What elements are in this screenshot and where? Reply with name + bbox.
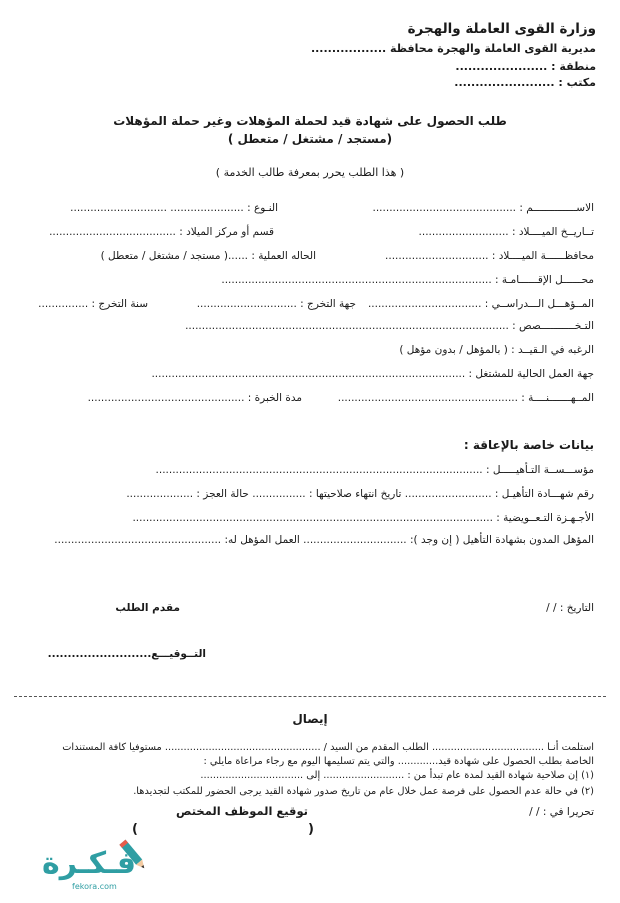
form-note: ( هذا الطلب يحرر بمعرفة طالب الخدمة ) [215, 166, 405, 179]
qualification-field: المــؤهـــل الـــدراســي : .................................. [367, 298, 594, 310]
signature-field: التــوقيـــع.......................... [47, 648, 206, 660]
receipt-line-1: استلمت أنـا .................................... الطلب المقدم من السيد / .................................................. مستوفيا كافة المستندات [62, 742, 594, 753]
office-line: مكتب : ........................ [454, 76, 596, 89]
residence-field: محــــــل الإقــــــامـة : ................................................................................. [221, 274, 594, 286]
graduation-year-field: سنة التخرج : ............... [38, 298, 148, 310]
watermark-site: fekora.com [72, 882, 117, 891]
experience-field: مدة الخبرة : ............................................... [87, 392, 302, 404]
disability-section-title: بيانات خاصة بالإعاقة : [463, 438, 594, 452]
region-line: منطقة : ...................... [455, 60, 596, 73]
profession-field: المــهـــــــنــــة : ...................................................... [337, 392, 594, 404]
receipt-line-2: الخاصة بطلب الحصول على شهادة قيد............. والتي يتم تسليمها اليوم مع رجاء مراعاة مايلي : [203, 756, 594, 767]
name-field: الاســــــــــــــم : ........................................... [372, 202, 594, 214]
compensation-devices-field: الأجـهـزة التـعــويضية : ............................................................................................................ [132, 512, 594, 524]
birth-place-field: قسم أو مركز الميلاد : ...................................... [49, 226, 274, 238]
signature-paren-close: ) [132, 822, 138, 837]
date-field: التاريخ : / / [546, 602, 594, 614]
signature-paren-open: ( [308, 822, 314, 837]
directorate-line: مديرية القوى العاملة والهجرة محافظة .................. [310, 42, 596, 55]
current-employer-field: جهة العمل الحالية للمشتغل : .............................................................................................. [151, 368, 594, 380]
specialization-field: التـخـــــــــــصص : ................................................................................................. [185, 320, 594, 332]
dob-field: تــاريــخ الميــــلاد : ........................... [418, 226, 594, 238]
graduation-body-field: جهة التخرج : .............................. [196, 298, 356, 310]
receipt-line-3: (١) إن صلاحية شهادة القيد لمدة عام تبدأ من : .......................... إلى ................................. [200, 770, 594, 781]
officer-signature-label: توقيع الموظف المختص [176, 804, 308, 818]
registration-desire-field: الرغبه في الـقيــد : ( بالمؤهل / بدون مؤهل ) [399, 344, 594, 356]
rehab-institution-field: مؤســـســة التـأهيـــــل : .................................................................................................. [155, 464, 594, 476]
gender-field: النـوع : ...................... ............................. [70, 202, 278, 214]
form-title: طلب الحصول على شهادة قيد لحملة المؤهلات وغير حملة المؤهلات [113, 114, 507, 128]
applicant-label: مقدم الطلب [115, 602, 180, 614]
receipt-title: إيصال [292, 712, 328, 726]
watermark-brand: فـكـرة [42, 846, 136, 881]
form-subtitle: (مستجد / مشتغل / متعطل ) [227, 132, 393, 146]
rehab-certificate-field: رقم شهـــادة التأهيـل : .......................... تاريخ انتهاء صلاحيتها : ................ حالة العجز : .................... [126, 488, 594, 500]
work-status-field: الحاله العملية : ......( مستجد / مشتغل / متعطل ) [100, 250, 316, 262]
fekora-watermark-logo [6, 840, 156, 900]
ministry-title: وزارة القوى العاملة والهجرة [407, 21, 596, 37]
receipt-date-field: تحريرا في : / / [529, 806, 594, 818]
qualified-work-field: المؤهل المدون بشهادة التأهيل ( إن وجد ): ............................... العمل المؤهل له: .................................................. [54, 534, 594, 546]
cut-line-separator [14, 696, 606, 697]
governorate-field: محافظــــــة الميــــلاد : ............................... [385, 250, 594, 262]
receipt-line-4: (٢) في حالة عدم الحصول على فرصة عمل خلال عام من تاريخ صدور شهادة القيد يرجى الحضور للمكتب لتجديدها. [133, 786, 594, 797]
